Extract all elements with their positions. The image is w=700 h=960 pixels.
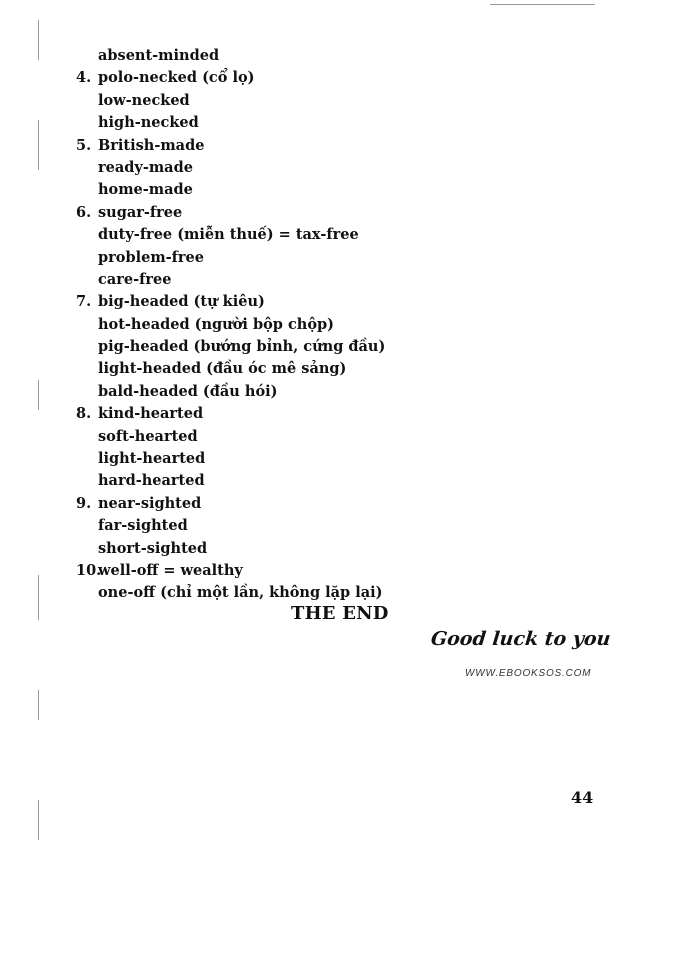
website-text: WWW.EBOOKSOS.COM	[465, 668, 592, 679]
word-line: hot-headed (người bộp chộp)	[98, 315, 334, 333]
word-line: one-off (chỉ một lần, không lặp lại)	[98, 584, 383, 602]
list-item	[76, 67, 496, 134]
word-line: soft-hearted	[98, 427, 198, 445]
item-number: 8.	[76, 405, 92, 423]
word-line: care-free	[98, 270, 172, 288]
word-line: ready-made	[98, 158, 193, 176]
word-line: home-made	[98, 181, 193, 199]
page-number: 44	[571, 788, 594, 807]
word-list	[76, 45, 496, 605]
word-line: light-hearted	[98, 450, 206, 468]
word-line: light-headed (đầu óc mê sảng)	[98, 360, 347, 378]
word-line: far-sighted	[98, 517, 188, 535]
item-number: 9.	[76, 494, 92, 512]
word-line: problem-free	[98, 248, 205, 266]
item-number: 6.	[76, 203, 92, 221]
scan-edge-mark	[38, 380, 39, 410]
word-line: sugar-free	[98, 203, 183, 221]
word-line: British-made	[98, 136, 205, 154]
word-line: bald-headed (đầu hói)	[98, 382, 278, 400]
scan-edge-mark	[38, 20, 39, 60]
scan-edge-mark	[38, 575, 39, 620]
word-line: big-headed (tự kiêu)	[98, 293, 265, 311]
word-line: high-necked	[98, 114, 199, 132]
item-number: 4.	[76, 69, 92, 87]
scan-edge-mark	[38, 800, 39, 840]
item-number: 5.	[76, 136, 92, 154]
word-line: near-sighted	[98, 494, 202, 512]
word-line: pig-headed (bướng bỉnh, cứng đầu)	[98, 338, 386, 356]
word-line: polo-necked (cổ lọ)	[98, 69, 255, 87]
list-item	[76, 202, 496, 292]
list-item	[76, 493, 496, 560]
list-item	[76, 291, 496, 403]
word-line: well-off = wealthy	[98, 561, 243, 579]
the-end-heading: THE END	[291, 603, 389, 624]
scan-edge-mark	[490, 4, 595, 5]
word-line: kind-hearted	[98, 405, 204, 423]
scan-edge-mark	[38, 120, 39, 170]
list-item	[76, 135, 496, 202]
item-number: 7.	[76, 293, 92, 311]
item-number: 10.	[76, 561, 102, 579]
word-line: short-sighted	[98, 539, 208, 557]
word-line: duty-free (miễn thuế) = tax-free	[98, 226, 359, 244]
good-luck-text: Good luck to you	[429, 628, 612, 650]
list-item	[76, 45, 496, 67]
word-line: absent-minded	[98, 47, 220, 64]
scan-edge-mark	[38, 690, 39, 720]
word-line: hard-hearted	[98, 472, 205, 490]
word-line: low-necked	[98, 91, 190, 109]
list-item	[76, 403, 496, 493]
list-item	[76, 560, 496, 605]
